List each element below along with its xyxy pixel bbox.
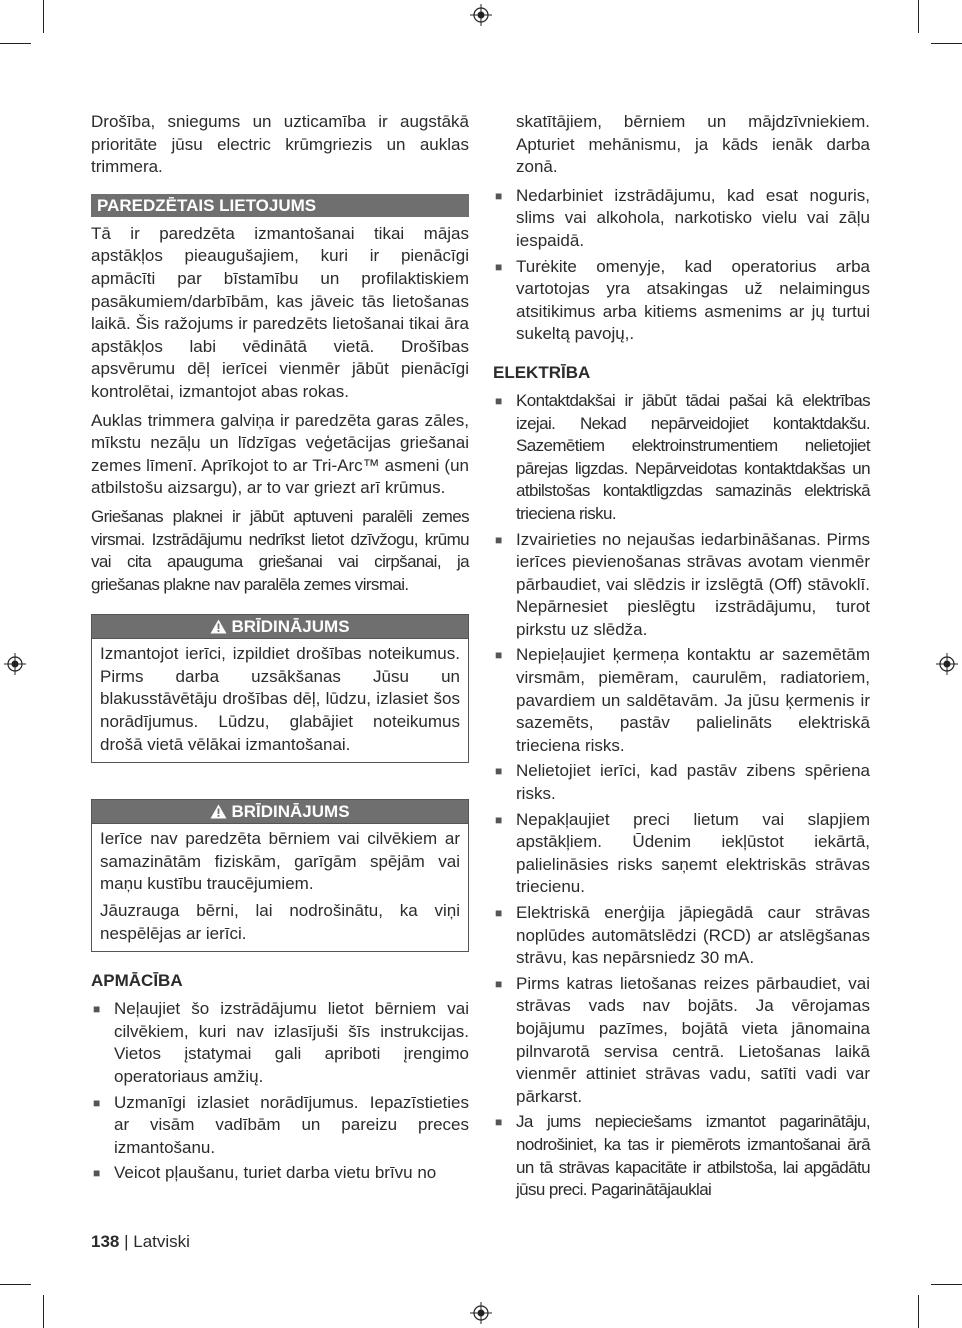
- registration-mark-icon: [470, 4, 492, 26]
- registration-mark-icon: [4, 653, 26, 675]
- crop-mark: [43, 1295, 44, 1328]
- warning-text: Ierīce nav paredzēta bērniem vai cilvēkiem ar samazinātām fiziskām, garīgām spējām vai maņu kustību traucējumiem.: [100, 829, 460, 894]
- electricity-list: [493, 390, 870, 1202]
- list-item: ■ Izvairieties no nejaušas iedarbināšanas. Pirms ierīces pievienošanas strāvas avotam vienmēr pārbaudiet, vai slēdzis ir izslēgtā (Off) stāvoklī. Nepārnesiet pieslēgtu izstrādājumu, turot pirkstu uz slēdža.: [495, 529, 870, 639]
- square-bullet-icon: ■: [495, 1115, 502, 1130]
- continued-paragraph: skatītājiem, bērniem un mājdzīvniekiem. Apturiet mehānismu, ja kāds ienāk darba zonā.: [516, 112, 870, 177]
- intended-use-paragraph: Tā ir paredzēta izmantošanai tikai mājas apstākļos pieaugušajiem, kuri ir pienācīgi apmācīti par bīstamību un profilaktiskiem pasākumiem/darbībām, kas jāveic tās lietošanas laikā. Šis ražojums ir paredzēts lietošanai tikai āra apstākļos labi vēdinātā vietā. Drošības apsvērumu dēļ ierīcei vienmēr jābūt pienācīgi kontrolētai, izmantojot abas rokas.: [91, 223, 469, 401]
- cutting-plane-paragraph: Griešanas plaknei ir jābūt aptuveni paralēli zemes virsmai. Izstrādājumu nedrīkst lietot dzīvžogu, krūmu vai cita apauguma griešanai vai cirpšanai, ja griešanas plakne nav paralēla zemes virsmai.: [91, 506, 469, 594]
- warning-body: [92, 824, 468, 951]
- warning-title: BRĪDINĀJUMS: [231, 802, 350, 822]
- crop-mark: [918, 0, 919, 33]
- warning-title: BRĪDINĀJUMS: [231, 617, 350, 637]
- square-bullet-icon: ■: [495, 393, 502, 408]
- list-item: ■ Uzmanīgi izlasiet norādījumus. Iepazīstieties ar visām vadībām un pareizu preces izmantošanu.: [93, 1092, 469, 1157]
- crop-mark: [918, 1295, 919, 1328]
- warning-text: Jāuzrauga bērni, lai nodrošinātu, ka viņi nespēlējas ar ierīci.: [100, 901, 460, 943]
- square-bullet-icon: ■: [495, 906, 503, 920]
- square-bullet-icon: ■: [495, 812, 503, 827]
- intro-paragraph: Drošība, sniegums un uzticamība ir augstākā prioritāte jūsu electric krūmgriezis un auklas trimmera.: [91, 112, 469, 177]
- list-item: ■ Nepieļaujiet ķermeņa kontaktu ar sazemētām virsmām, piemēram, caurulēm, radiatoriem, pavardiem un saldētavām. Ja jūsu ķermenis ir sazemēts, pastāv palielināts elektriskā trieciena risks.: [495, 645, 870, 755]
- list-item: ■ Pirms katras lietošanas reizes pārbaudiet, vai strāvas vads nav bojāts. Ja vērojamas bojājumu pazīmes, bojātā vieta jānomaina pilnvarotā servisa centrā. Lietošanas laikā vienmēr attiniet strāvas vadu, satīti vadi var pārkarst.: [495, 973, 870, 1106]
- list-item: ■ Nepakļaujiet preci lietum vai slapjiem apstākļiem. Ūdenim iekļūstot iekārtā, palielināsies risks saņemt elektriskās strāvas triecienu.: [495, 809, 870, 897]
- trimmer-head-paragraph: Auklas trimmera galviņa ir paredzēta garas zāles, mīkstu nezāļu un līdzīgas veģetācijas griešanai zemes līmenī. Aprīkojot to ar Tri-Arc™ asmeni (un atbilstošu aizsargu), ar to var griezt arī krūmus.: [91, 410, 469, 498]
- list-item: ■ Nelietojiet ierīci, kad pastāv zibens spēriena risks.: [495, 761, 870, 804]
- list-item: ■ Ja jums nepieciešams izmantot pagarinātāju, nodrošiniet, ka tas ir piemērots izmantošanai ārā un tā strāvas kapacitāte ir atbilstoša, lai apgādātu jūsu preci. Pagarinātājauklai: [495, 1112, 870, 1200]
- registration-mark-icon: [936, 653, 958, 675]
- square-bullet-icon: ■: [93, 1002, 101, 1017]
- list-item: ■ Neļaujiet šo izstrādājumu lietot bērniem vai cilvēkiem, kuri nav izlasījuši šīs instrukcijas. Vietos įstatymai gali apriboti įrengimo operatoriaus amžių.: [93, 999, 469, 1086]
- square-bullet-icon: ■: [495, 259, 503, 274]
- list-item: ■ Elektriskā enerģija jāpiegādā caur strāvas noplūdes automātslēdzi (RCD) ar atslēgšanas strāvu, kas nepārsniedz 30 mA.: [495, 903, 870, 968]
- registration-mark-icon: [470, 1302, 492, 1324]
- page-footer: [91, 1231, 190, 1253]
- list-item: ■ Veicot pļaušanu, turiet darba vietu brīvu no: [91, 1162, 469, 1185]
- page-number: 138: [91, 1232, 120, 1251]
- list-item: ■ Nedarbiniet izstrādājumu, kad esat noguris, slims vai alkohola, narkotisko vielu vai zāļu iespaidā.: [495, 185, 870, 250]
- square-bullet-icon: ■: [495, 188, 503, 203]
- square-bullet-icon: ■: [495, 976, 503, 991]
- list-item: ■ Kontaktdakšai ir jābūt tādai pašai kā elektrības izejai. Nekad nepārveidojiet kontaktdakšu. Sazemētiem elektroinstrumentiem nelietojiet pārejas ligzdas. Nepārveidotas kontaktdakšas un atbilstošas kontaktligzdas samazinās elektriskā trieciena risku.: [495, 390, 870, 523]
- square-bullet-icon: ■: [495, 764, 503, 779]
- warning-header: [92, 800, 468, 824]
- crop-mark: [0, 1284, 31, 1285]
- warning-box: [91, 799, 469, 952]
- left-column: [91, 111, 469, 1188]
- right-column: [493, 111, 870, 1205]
- warning-triangle-icon: [210, 619, 227, 634]
- electricity-heading: ELEKTRĪBA: [493, 362, 591, 382]
- warning-triangle-icon: [210, 804, 227, 819]
- footer-language: Latviski: [133, 1232, 190, 1251]
- crop-mark: [931, 43, 962, 44]
- training-heading: APMĀCĪBA: [91, 971, 183, 991]
- training-list: [91, 998, 469, 1185]
- footer-separator: |: [124, 1232, 129, 1251]
- list-item: ■ Turėkite omenyje, kad operatorius arba vartotojas yra atsakingas už nelaimingus atsitikimus arba kitiems asmenims ar jų turtui sukeltą pavojų,.: [495, 256, 870, 344]
- warning-header: [92, 615, 468, 639]
- crop-mark: [931, 1284, 962, 1285]
- intended-use-heading: PAREDZĒTAIS LIETOJUMS: [91, 194, 469, 217]
- safety-list: [493, 185, 870, 346]
- crop-mark: [43, 0, 44, 33]
- square-bullet-icon: ■: [93, 1095, 101, 1110]
- square-bullet-icon: ■: [93, 1166, 101, 1181]
- crop-mark: [0, 43, 31, 44]
- warning-body: [92, 639, 468, 762]
- square-bullet-icon: ■: [495, 532, 503, 547]
- warning-box: [91, 614, 469, 763]
- square-bullet-icon: ■: [495, 648, 503, 663]
- warning-text: Izmantojot ierīci, izpildiet drošības noteikumus. Pirms darba uzsākšanas Jūsu un blakusstāvētāju drošības dēļ, lūdzu, izlasiet šos norādījumus. Lūdzu, glabājiet noteikumus drošā vietā vēlākai izmantošanai.: [100, 644, 460, 754]
